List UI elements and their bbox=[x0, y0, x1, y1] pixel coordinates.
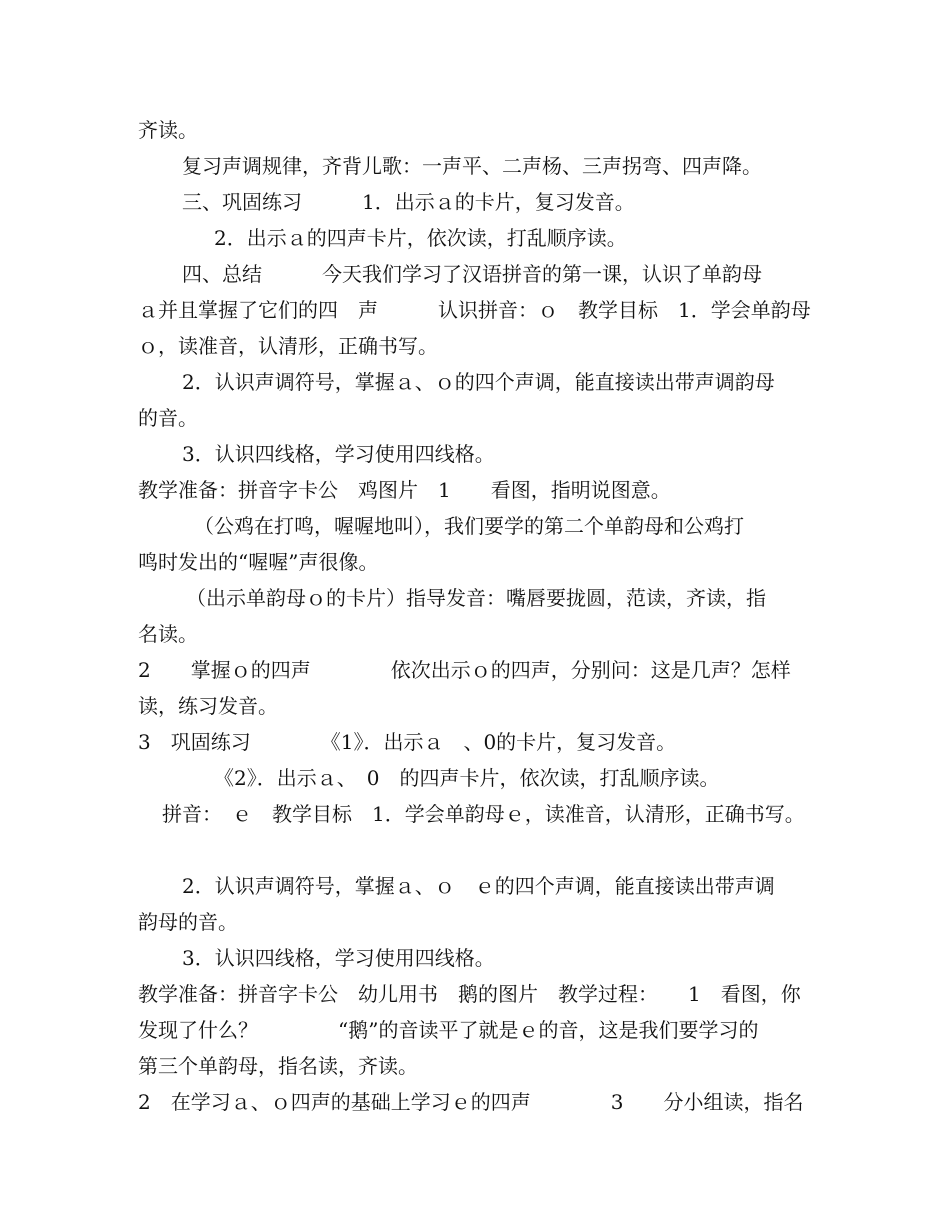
text-line-12: （公鸡在打鸣，喔喔地叫），我们要学的第二个单韵母和公鸡打 bbox=[194, 514, 744, 538]
text-line-2: 复习声调规律，齐背儿歌：一声平、二声杨、三声拐弯、四声降。 bbox=[182, 154, 762, 178]
text-line-1: 齐读。 bbox=[138, 118, 198, 142]
text-line-23: 3．认识四线格，学习使用四线格。 bbox=[182, 946, 495, 970]
text-line-26: 第三个单韵母，指名读，齐读。 bbox=[138, 1054, 418, 1078]
text-line-17: 读，练习发音。 bbox=[138, 694, 278, 718]
text-line-18: 3 巩固练习 《1》．出示ａ 、0的卡片，复习发音。 bbox=[138, 730, 677, 754]
text-line-14: （出示单韵母ｏ的卡片）指导发音：嘴唇要拢圆，范读，齐读，指 bbox=[186, 586, 766, 610]
text-line-13: 鸣时发出的“喔喔”声很像。 bbox=[138, 550, 379, 574]
text-line-19: 《2》．出示ａ、 0 的四声卡片，依次读，打乱顺序读。 bbox=[214, 766, 720, 790]
text-line-15: 名读。 bbox=[138, 622, 198, 646]
text-line-4: 2．出示ａ的四声卡片，依次读，打乱顺序读。 bbox=[214, 226, 627, 250]
text-line-3: 三、巩固练习 1．出示ａ的卡片，复习发音。 bbox=[182, 190, 635, 214]
text-line-25: 发现了什么？ “鹅”的音读平了就是ｅ的音，这是我们要学习的 bbox=[138, 1018, 759, 1042]
text-line-21: 2．认识声调符号，掌握ａ、ｏ ｅ的四个声调，能直接读出带声调 bbox=[182, 874, 775, 898]
text-line-11: 教学准备：拼音字卡公 鸡图片 1 看图，指明说图意。 bbox=[138, 478, 671, 502]
text-line-20: 拼音： ｅ 教学目标 1．学会单韵母ｅ，读准音，认清形，正确书写。 bbox=[162, 802, 805, 826]
text-line-16: 2 掌握ｏ的四声 依次出示ｏ的四声，分别问：这是几声？怎样 bbox=[138, 658, 791, 682]
text-line-6: ａ并且掌握了它们的四 声 认识拼音：ｏ 教学目标 1．学会单韵母 bbox=[138, 298, 811, 322]
text-line-9: 的音。 bbox=[138, 406, 198, 430]
text-line-24: 教学准备：拼音字卡公 幼儿用书 鹅的图片 教学过程： 1 看图，你 bbox=[138, 982, 801, 1006]
text-line-8: 2．认识声调符号，掌握ａ、ｏ的四个声调，能直接读出带声调韵母 bbox=[182, 370, 775, 394]
text-line-27: 2 在学习ａ、ｏ四声的基础上学习ｅ的四声 3 分小组读，指名 bbox=[138, 1090, 804, 1114]
text-line-7: ｏ，读准音，认清形，正确书写。 bbox=[138, 334, 438, 358]
text-line-22: 韵母的音。 bbox=[138, 910, 238, 934]
text-line-5: 四、总结 今天我们学习了汉语拼音的第一课，认识了单韵母 bbox=[182, 262, 762, 286]
text-line-10: 3．认识四线格，学习使用四线格。 bbox=[182, 442, 495, 466]
